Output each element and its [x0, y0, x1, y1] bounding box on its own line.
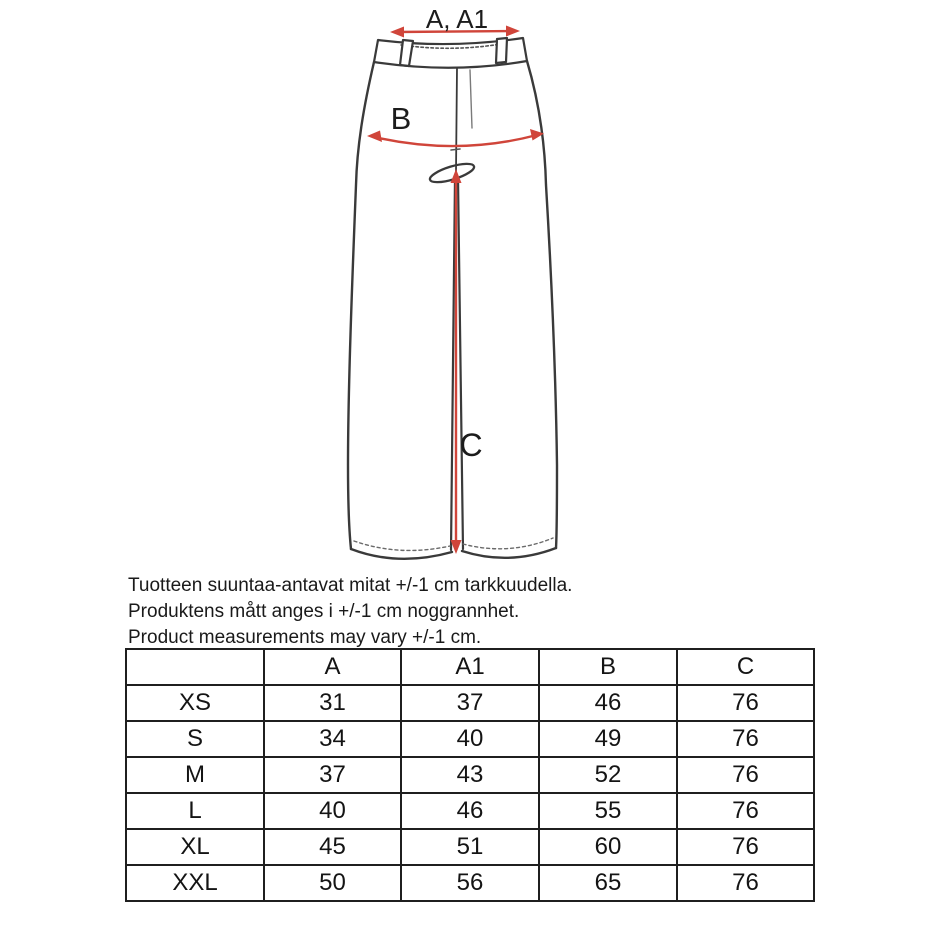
value-c: 76: [677, 685, 814, 721]
value-a1: 37: [401, 685, 539, 721]
value-c: 76: [677, 865, 814, 901]
fly-bartack: [451, 149, 460, 150]
value-a: 31: [264, 685, 401, 721]
header-col-a: A: [264, 649, 401, 685]
value-a: 45: [264, 829, 401, 865]
header-col-a1: A1: [401, 649, 539, 685]
value-a1: 51: [401, 829, 539, 865]
table-row: [126, 721, 814, 757]
hip-arrow-head-left: [367, 131, 382, 143]
size-label: XXL: [126, 865, 264, 901]
value-b: 65: [539, 865, 677, 901]
value-b: 46: [539, 685, 677, 721]
table-row: [126, 685, 814, 721]
measurement-labels: [391, 4, 488, 463]
value-a: 40: [264, 793, 401, 829]
value-a1: 56: [401, 865, 539, 901]
size-table: [125, 648, 815, 902]
value-a: 37: [264, 757, 401, 793]
value-b: 55: [539, 793, 677, 829]
inseam-measure-label: C: [459, 427, 483, 463]
table-row: [126, 865, 814, 901]
value-c: 76: [677, 793, 814, 829]
note-english: Product measurements may vary +/-1 cm.: [128, 627, 482, 648]
size-table-header-row: [126, 649, 814, 685]
waist-measure-label: A, A1: [425, 4, 489, 34]
hip-measure-label: B: [390, 101, 412, 136]
header-col-b: B: [539, 649, 677, 685]
value-c: 76: [677, 757, 814, 793]
right-hem-stitch-line: [463, 538, 553, 549]
fly-stitch-line: [470, 70, 472, 128]
value-c: 76: [677, 829, 814, 865]
value-b: 52: [539, 757, 677, 793]
center-front-line: [456, 68, 457, 172]
measurement-notes: [128, 573, 572, 651]
waist-arrow-head-left: [390, 27, 404, 38]
belt-loop-right: [496, 38, 507, 63]
header-col-c: C: [677, 649, 814, 685]
note-finnish: Tuotteen suuntaa-antavat mitat +/-1 cm tarkkuudella.: [128, 575, 573, 596]
left-inner-seam: [451, 178, 455, 550]
value-a: 34: [264, 721, 401, 757]
right-inner-seam: [458, 178, 463, 549]
value-a1: 43: [401, 757, 539, 793]
table-row: [126, 793, 814, 829]
size-label: S: [126, 721, 264, 757]
waist-arrow-head-right: [506, 26, 520, 37]
value-a1: 46: [401, 793, 539, 829]
table-row: [126, 757, 814, 793]
size-label: M: [126, 757, 264, 793]
table-row: [126, 829, 814, 865]
right-hem: [462, 548, 556, 558]
left-hem-stitch-line: [354, 541, 450, 550]
size-label: XS: [126, 685, 264, 721]
value-c: 76: [677, 721, 814, 757]
size-label: L: [126, 793, 264, 829]
header-size-column: [126, 649, 264, 685]
value-a: 50: [264, 865, 401, 901]
value-a1: 40: [401, 721, 539, 757]
note-swedish: Produktens mått anges i +/-1 cm noggrannhet.: [128, 601, 520, 622]
value-b: 49: [539, 721, 677, 757]
value-b: 60: [539, 829, 677, 865]
size-label: XL: [126, 829, 264, 865]
